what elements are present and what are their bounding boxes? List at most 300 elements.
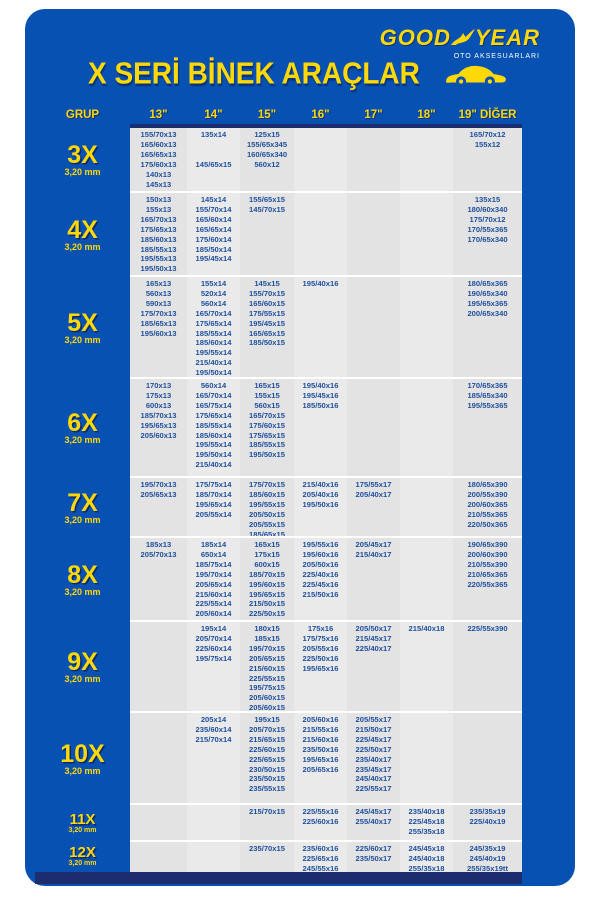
tire-size: 215/40x14 [195, 460, 232, 470]
tire-size: 175/65x15 [249, 430, 285, 440]
tire-size: 235/50x15 [249, 774, 285, 784]
tire-size: 185/70x13 [140, 410, 177, 420]
cell-10X-19inch [453, 713, 522, 805]
tire-size: 225/45x18 [408, 816, 445, 826]
logo-subtitle: OTO AKSESUARLARI [453, 53, 540, 60]
tire-size: 195/50x16 [302, 499, 339, 509]
tire-size: 195/65x16 [302, 754, 339, 764]
tire-size: 180x15 [254, 624, 280, 633]
tire-size: 175/55x15 [249, 308, 285, 318]
tire-size: 245/40x18 [408, 853, 445, 863]
tire-size: 185/60x14 [195, 430, 232, 440]
tire-size: 185/50x15 [249, 338, 285, 348]
tire-size: 205/70x15 [249, 724, 285, 734]
cell-4X-17inch [347, 193, 400, 277]
tire-size: 205/70x14 [195, 633, 232, 643]
tire-size: 155x13 [145, 204, 172, 214]
tire-size: 215/40x14 [195, 358, 232, 368]
tire-size: 185/65x340 [467, 390, 508, 400]
tire-size: 225/40x19 [469, 816, 506, 826]
group-gauge: 3,20 mm [64, 334, 101, 345]
tire-size: 225/55x14 [195, 599, 232, 609]
tire-size: 245/45x18 [408, 844, 445, 853]
tire-size: 175/70x12 [469, 214, 506, 224]
tire-size: 185/60x14 [195, 338, 232, 348]
cell-8X-19inch [453, 538, 522, 622]
cell-3X-17inch [347, 128, 400, 193]
cell-7X-19inch [453, 478, 522, 538]
tire-size: 560x14 [200, 298, 227, 308]
table-row-8X [35, 538, 522, 622]
tire-size: 225/60x17 [355, 844, 392, 853]
cell-10X-14inch [187, 713, 240, 805]
cell-11X-18inch [400, 805, 453, 842]
cell-12X-14inch [187, 842, 240, 872]
tire-size: 155/70x13 [140, 130, 177, 139]
cell-10X-16inch [294, 713, 347, 805]
tire-size: 205/50x16 [302, 559, 339, 569]
group-name: 9X [67, 648, 98, 676]
tire-size: 145/70x15 [249, 204, 285, 214]
table-bottom-bar [35, 872, 522, 884]
tire-size: 215/50x16 [302, 589, 339, 599]
group-name: 5X [67, 308, 98, 337]
group-label [35, 128, 130, 193]
tire-size: 190/65x340 [467, 288, 508, 298]
group-label [35, 379, 130, 478]
tire-size: 225/55x15 [249, 673, 285, 683]
tire-size: 195/65x15 [249, 589, 285, 599]
tire-size: 155x12 [474, 139, 501, 149]
column-header-3: 15" [257, 109, 277, 121]
cell-7X-15inch [240, 478, 294, 538]
tire-size: 180/65x390 [467, 480, 508, 489]
tire-size: 225/45x16 [302, 579, 339, 589]
tire-size: 235/40x17 [355, 754, 392, 764]
cell-3X-14inch [187, 128, 240, 193]
page-title: X SERİ BİNEK ARAÇLAR [88, 56, 420, 91]
tire-size: 255/35x18 [408, 863, 445, 872]
cell-6X-19inch [453, 379, 522, 478]
tire-size: 235/55x15 [249, 784, 285, 794]
group-name: 8X [67, 560, 98, 589]
tire-size: 175/60x15 [249, 420, 285, 430]
cell-11X-15inch [240, 805, 294, 842]
table-body [35, 128, 522, 872]
cell-3X-16inch [294, 128, 347, 193]
cell-12X-18inch [400, 842, 453, 872]
cell-10X-15inch [240, 713, 294, 805]
group-gauge: 3,20 mm [64, 514, 101, 525]
tire-size: 140x13 [145, 169, 172, 179]
group-label [35, 805, 130, 842]
tire-size: 195/60x16 [302, 549, 339, 559]
tire-size: 200/60x390 [467, 549, 508, 559]
cell-3X-13inch [130, 128, 187, 193]
tire-size: 650x14 [200, 549, 227, 559]
tire-size: 175/75x16 [302, 633, 339, 643]
tire-size: 200/60x365 [467, 499, 508, 509]
tire-size: 215/70x15 [249, 807, 285, 816]
tire-size: 205/55x16 [302, 643, 339, 653]
tire-size: 175/60x13 [140, 159, 177, 169]
group-gauge: 3,20 mm [64, 167, 101, 177]
group-name: 3X [67, 141, 98, 169]
cell-4X-18inch [400, 193, 453, 277]
cell-6X-16inch [294, 379, 347, 478]
tire-size: 205/55x14 [195, 509, 232, 519]
tire-size: 165x15 [254, 540, 280, 549]
tire-size: 185/65x13 [140, 318, 177, 328]
cell-7X-13inch [130, 478, 187, 538]
cell-9X-18inch [400, 622, 453, 713]
group-gauge: 3,20 mm [68, 860, 97, 867]
tire-size: 215/65x15 [249, 734, 285, 744]
table-row-10X [35, 713, 522, 805]
tire-size: 235/70x15 [249, 844, 285, 853]
tire-size: 165/70x14 [195, 390, 232, 400]
tire-size: 145x14 [200, 195, 227, 204]
tire-size: 195/65x16 [302, 663, 339, 673]
tire-size: 195/65x14 [195, 499, 232, 509]
tire-size: 185/55x14 [195, 420, 232, 430]
cell-7X-17inch [347, 478, 400, 538]
group-name: 12X [69, 844, 96, 861]
tire-size: 520x14 [200, 288, 227, 298]
tire-size: 185/70x14 [195, 489, 232, 499]
cell-5X-13inch [130, 277, 187, 379]
cell-9X-16inch [294, 622, 347, 713]
tire-size: 205/45x17 [355, 540, 392, 549]
tire-size: 185/50x16 [302, 400, 339, 410]
cell-12X-16inch [294, 842, 347, 872]
tire-size: 590x13 [145, 298, 172, 308]
group-gauge: 3,20 mm [64, 435, 101, 445]
tire-size: 155/70x15 [249, 288, 285, 298]
tire-size: 195/45x16 [302, 390, 339, 400]
cell-5X-14inch [187, 277, 240, 379]
tire-size: 195/50x14 [195, 450, 232, 460]
logo-word-year: YEAR [474, 25, 540, 50]
tire-size: 195/60x13 [140, 328, 177, 338]
tire-size: 145x13 [145, 179, 172, 189]
tire-size: 255/35x18 [408, 826, 445, 836]
tire-size: 165/65x14 [195, 224, 232, 234]
table-row-5X [35, 277, 522, 379]
tire-size: 225/50x16 [302, 653, 339, 663]
tire-size: 220/55x365 [467, 579, 508, 589]
tire-size: 145x15 [254, 279, 280, 288]
tire-size: 225/50x17 [355, 744, 392, 754]
tire-size: 195/55x15 [249, 499, 285, 509]
tire-size: 560x13 [145, 288, 172, 298]
tire-size: 205/70x13 [140, 549, 177, 559]
tire-size: 225/65x15 [249, 754, 285, 764]
tire-size: 135x15 [474, 195, 501, 204]
tire-size: 215/40x18 [408, 624, 445, 633]
tire-size: 205/55x17 [355, 715, 392, 724]
logo-word-good: GOOD [379, 25, 451, 50]
tire-size: 175x15 [254, 549, 280, 559]
tire-size: 205/50x15 [249, 509, 285, 519]
tire-size: 245/40x19 [469, 853, 506, 863]
tire-size: 205/60x13 [140, 430, 177, 440]
cell-3X-19inch [453, 128, 522, 193]
column-header-6: 18" [417, 109, 436, 121]
column-header-5: 17" [364, 109, 383, 121]
tire-size: 175/60x14 [195, 234, 232, 244]
tire-size: 205x14 [200, 715, 227, 724]
tire-size: 185x14 [200, 540, 227, 549]
cell-4X-15inch [240, 193, 294, 277]
cell-6X-17inch [347, 379, 400, 478]
cell-7X-16inch [294, 478, 347, 538]
tire-size: 215/40x17 [355, 549, 392, 559]
tire-size: 165/70x12 [469, 130, 506, 139]
tire-size: 205/60x16 [302, 715, 339, 724]
tire-size: 235/60x16 [302, 844, 339, 853]
tire-size: 195/55x365 [467, 400, 508, 410]
tire-size: 165/70x13 [140, 214, 177, 224]
cell-12X-15inch [240, 842, 294, 872]
group-name: 10X [60, 739, 105, 768]
tire-size: 255/35x19tt [467, 863, 508, 872]
cell-5X-18inch [400, 277, 453, 379]
group-label [35, 842, 130, 872]
tire-size: 225/40x17 [355, 643, 392, 653]
cell-8X-13inch [130, 538, 187, 622]
tire-size: 205/50x17 [355, 624, 392, 633]
tire-size: 600x13 [145, 400, 172, 410]
cell-4X-14inch [187, 193, 240, 277]
tire-size: 225/40x16 [302, 569, 339, 579]
tire-size: 245/45x17 [355, 807, 392, 816]
tire-size: 215/40x16 [302, 480, 339, 489]
tire-size: 215/50x17 [355, 724, 392, 734]
cell-12X-19inch [453, 842, 522, 872]
tire-size: 185/60x13 [140, 234, 177, 244]
tire-size: 600x15 [254, 559, 280, 569]
group-label [35, 538, 130, 622]
tire-size: 210/55x365 [467, 509, 508, 519]
cell-6X-14inch [187, 379, 240, 478]
tire-size: 185/55x13 [140, 244, 177, 254]
tire-size: 215/50x15 [249, 599, 285, 609]
tire-size: 205/65x15 [249, 653, 285, 663]
tire-size: 195/75x15 [249, 683, 285, 693]
column-header-1: 13" [149, 109, 168, 121]
table-row-11X [35, 805, 522, 842]
tire-size: 180/65x365 [467, 279, 508, 288]
tire-size: 195/60x15 [249, 579, 285, 589]
group-label [35, 193, 130, 277]
cell-12X-17inch [347, 842, 400, 872]
tire-size: 245/40x17 [355, 774, 392, 784]
tire-size: 180/60x340 [467, 204, 508, 214]
cell-8X-16inch [294, 538, 347, 622]
tire-size: 215/45x17 [355, 633, 392, 643]
tire-size: 165/60x15 [249, 298, 285, 308]
group-label [35, 622, 130, 713]
group-name: 7X [67, 488, 98, 517]
tire-size: 205/60x15 [249, 693, 285, 703]
tire-size: 175/65x14 [195, 410, 232, 420]
tire-size: 175/70x13 [140, 308, 177, 318]
group-label [35, 277, 130, 379]
group-gauge: 3,20 mm [64, 674, 101, 684]
cell-3X-18inch [400, 128, 453, 193]
cell-9X-14inch [187, 622, 240, 713]
tire-size: 245/55x16 [302, 863, 339, 872]
tire-size: 185/50x14 [195, 244, 232, 254]
tire-size: 205/60x14 [195, 609, 232, 619]
group-gauge: 3,20 mm [68, 826, 97, 834]
column-header-4: 16" [311, 109, 330, 121]
tire-size: 195/65x13 [140, 420, 177, 430]
cell-8X-15inch [240, 538, 294, 622]
brochure-card [25, 9, 575, 886]
tire-size: 225/60x14 [195, 643, 232, 653]
tire-size: 225/50x15 [249, 609, 285, 619]
cell-5X-15inch [240, 277, 294, 379]
cell-6X-13inch [130, 379, 187, 478]
tire-size: 135x14 [200, 130, 227, 139]
tire-size: 165/70x15 [249, 410, 285, 420]
table-row-6X [35, 379, 522, 478]
tire-size: 175/75x14 [195, 480, 232, 489]
tire-size: 195/70x14 [195, 569, 232, 579]
tire-size: 185/55x14 [195, 328, 232, 338]
group-gauge: 3,20 mm [64, 586, 101, 597]
tire-size: 560x12 [254, 159, 280, 169]
tire-size: 225/45x17 [355, 734, 392, 744]
tire-size: 195/45x15 [249, 318, 285, 328]
tire-size: 215/60x15 [249, 663, 285, 673]
tire-size: 215/70x14 [195, 734, 232, 744]
tire-size: 145/65x15 [195, 159, 232, 169]
group-name: 6X [67, 409, 98, 437]
tire-size: 165/65x13 [140, 149, 177, 159]
tire-size: 225/65x16 [302, 853, 339, 863]
cell-4X-13inch [130, 193, 187, 277]
column-header-row [35, 106, 522, 124]
tire-size: 170/65x365 [467, 381, 508, 390]
cell-7X-14inch [187, 478, 240, 538]
tire-size: 155/65x15 [249, 195, 285, 204]
tire-size: 230/50x15 [249, 764, 285, 774]
tire-size: 185/65x15 [249, 529, 285, 538]
group-name: 4X [67, 215, 98, 244]
tire-size: 165/60x13 [140, 139, 177, 149]
tire-size: 175x16 [307, 624, 334, 633]
cell-8X-17inch [347, 538, 400, 622]
tire-size: 205/40x17 [355, 489, 392, 499]
cell-6X-18inch [400, 379, 453, 478]
tire-size: 165x13 [145, 279, 172, 288]
tire-size: 205/40x16 [302, 489, 339, 499]
goodyear-logo [380, 25, 540, 60]
cell-4X-19inch [453, 193, 522, 277]
column-header-7: 19" DİĞER [458, 109, 517, 121]
cell-5X-17inch [347, 277, 400, 379]
cell-5X-19inch [453, 277, 522, 379]
tire-size: 205/65x16 [302, 764, 339, 774]
tire-size: 205/55x15 [249, 519, 285, 529]
tire-size: 215/60x14 [195, 589, 232, 599]
tire-size: 175/70x15 [249, 480, 285, 489]
tire-size: 200/65x340 [467, 308, 508, 318]
tire-size: 220/50x365 [467, 519, 508, 529]
tire-size: 205/65x14 [195, 579, 232, 589]
group-gauge: 3,20 mm [64, 241, 101, 252]
cell-3X-15inch [240, 128, 294, 193]
tire-size: 195x15 [254, 715, 280, 724]
tire-size: 150x13 [145, 195, 172, 204]
cell-9X-13inch [130, 622, 187, 713]
cell-11X-19inch [453, 805, 522, 842]
tire-size: 160/65x340 [246, 149, 288, 159]
tire-size: 560x14 [200, 381, 227, 390]
tire-size: 165/70x14 [195, 308, 232, 318]
tire-size: 155x15 [254, 390, 280, 400]
tire-size: 205/65x13 [140, 489, 177, 499]
title-row [88, 57, 508, 91]
tire-size: 175/65x13 [140, 224, 177, 234]
tire-size: 195/70x13 [140, 480, 177, 489]
tire-size: 155x14 [200, 279, 227, 288]
cell-11X-13inch [130, 805, 187, 842]
tire-size: 195/40x16 [302, 279, 339, 288]
tire-size: 185/60x15 [249, 489, 285, 499]
tire-size: 175x13 [145, 390, 172, 400]
tire-size: 175/55x17 [355, 480, 392, 489]
tire-size: 170x13 [145, 381, 172, 390]
tire-size: 165/75x14 [195, 400, 232, 410]
cell-12X-13inch [130, 842, 187, 872]
table-row-9X [35, 622, 522, 713]
tire-size: 215/55x16 [302, 724, 339, 734]
tire-size: 185/55x15 [249, 440, 285, 450]
tire-size: 155/70x14 [195, 204, 232, 214]
table-row-4X [35, 193, 522, 277]
cell-10X-13inch [130, 713, 187, 805]
tire-size: 185/70x15 [249, 569, 285, 579]
tire-size: 195/45x14 [195, 254, 232, 264]
tire-size: 235/60x14 [195, 724, 232, 734]
tire-size: 225/60x16 [302, 816, 339, 826]
tire-size: 185x15 [254, 633, 280, 643]
tire-size: 245/35x19 [469, 844, 506, 853]
size-table [35, 124, 522, 884]
tire-size [187, 140, 240, 150]
tire-size: 195/55x14 [195, 348, 232, 358]
tire-size: 195x14 [200, 624, 227, 633]
tire-size: 185/75x14 [195, 559, 232, 569]
column-header-2: 14" [204, 109, 223, 121]
tire-size: 235/50x17 [355, 853, 392, 863]
tire-size: 235/50x16 [302, 744, 339, 754]
group-gauge: 3,20 mm [64, 765, 101, 776]
tire-size: 170/65x340 [467, 234, 508, 244]
tire-size: 225/55x17 [355, 784, 392, 794]
cell-8X-18inch [400, 538, 453, 622]
tire-size: 175/65x14 [195, 318, 232, 328]
tire-size: 235/35x19 [469, 807, 506, 816]
car-icon [444, 57, 508, 91]
column-header-0: GRUP [65, 109, 100, 121]
cell-5X-16inch [294, 277, 347, 379]
cell-9X-17inch [347, 622, 400, 713]
